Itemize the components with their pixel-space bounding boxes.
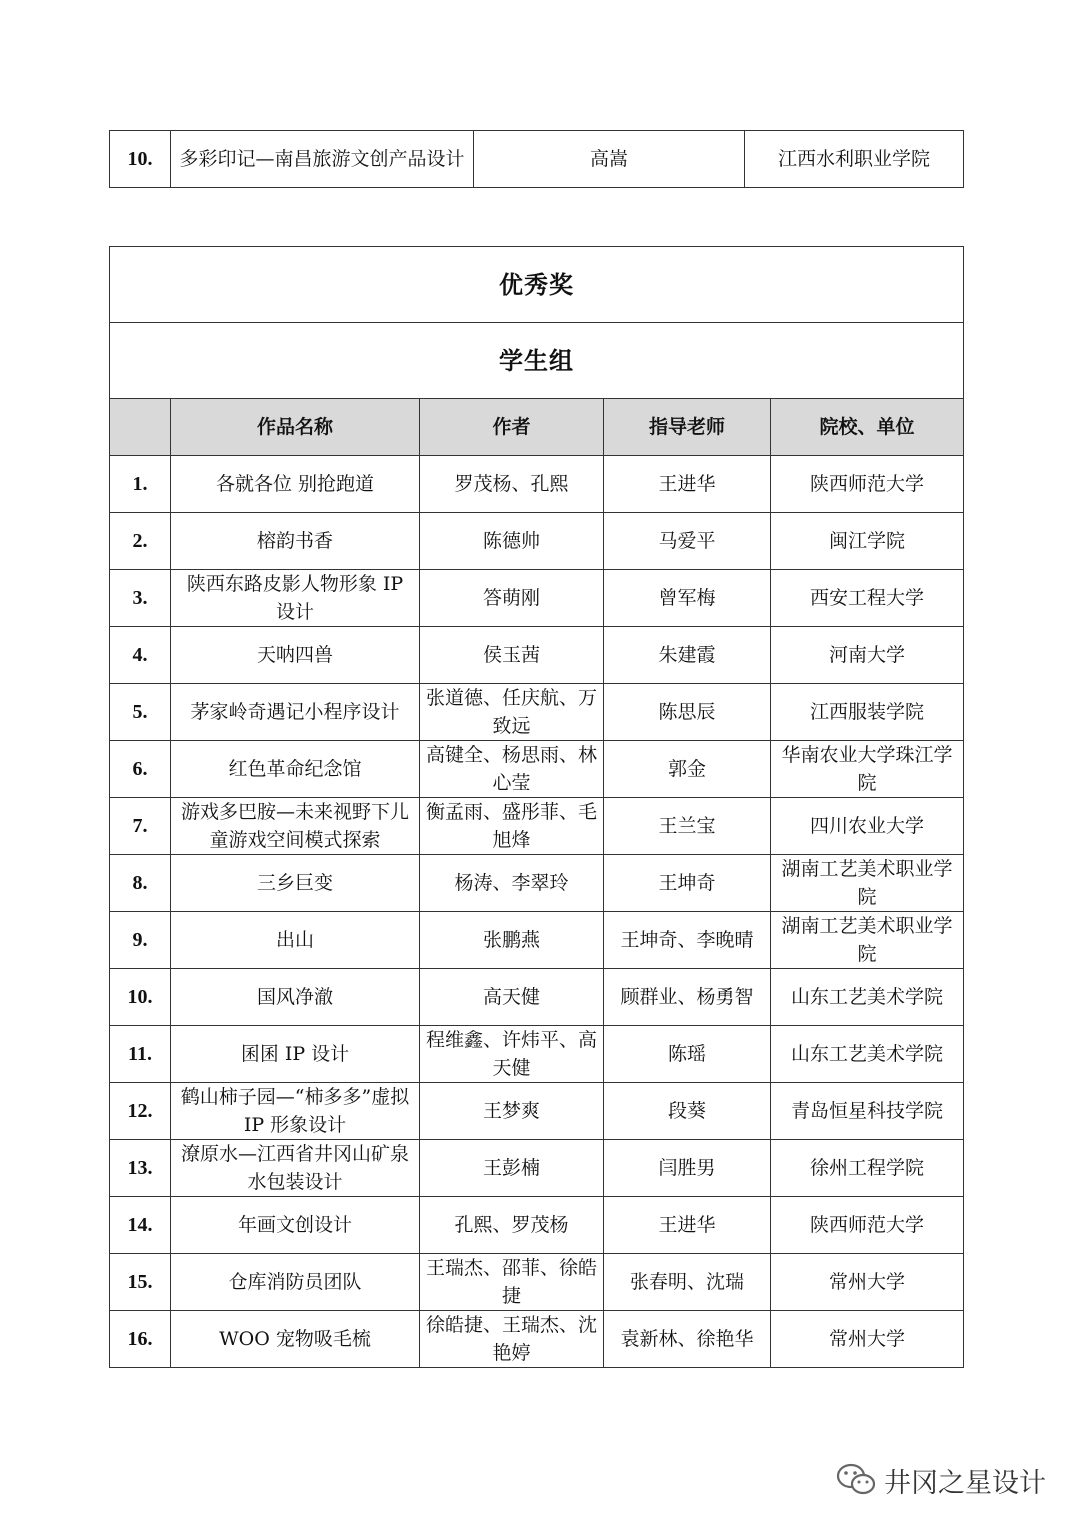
- author: 衡孟雨、盛彤菲、毛旭烽: [420, 798, 604, 855]
- header-title: 作品名称: [171, 399, 420, 456]
- advisor: 王进华: [604, 1197, 771, 1254]
- row-number: 1.: [110, 456, 171, 513]
- header-number: [110, 399, 171, 456]
- advisor: 张春明、沈瑞: [604, 1254, 771, 1311]
- advisor: 朱建霞: [604, 627, 771, 684]
- author: 罗茂杨、孔熙: [420, 456, 604, 513]
- row-number: 5.: [110, 684, 171, 741]
- table-body: [110, 456, 964, 1368]
- row-number: 7.: [110, 798, 171, 855]
- row-number: 10.: [110, 131, 171, 188]
- work-title: 多彩印记—南昌旅游文创产品设计: [171, 131, 474, 188]
- table-row: [110, 1254, 964, 1311]
- author: 徐皓捷、王瑞杰、沈艳婷: [420, 1311, 604, 1368]
- school: 湖南工艺美术职业学院: [771, 912, 964, 969]
- advisor: 王兰宝: [604, 798, 771, 855]
- table-row: [110, 969, 964, 1026]
- school: 常州大学: [771, 1311, 964, 1368]
- school: 江西服装学院: [771, 684, 964, 741]
- row-number: 9.: [110, 912, 171, 969]
- work-title: 榕韵书香: [171, 513, 420, 570]
- author: 程维鑫、许炜平、高天健: [420, 1026, 604, 1083]
- work-title: 出山: [171, 912, 420, 969]
- author: 王瑞杰、邵菲、徐皓捷: [420, 1254, 604, 1311]
- school: 山东工艺美术学院: [771, 969, 964, 1026]
- work-title: 囷囷 IP 设计: [171, 1026, 420, 1083]
- advisor: 曾军梅: [604, 570, 771, 627]
- table-row: [110, 741, 964, 798]
- school: 河南大学: [771, 627, 964, 684]
- school: 闽江学院: [771, 513, 964, 570]
- header-advisor: 指导老师: [604, 399, 771, 456]
- row-number: 3.: [110, 570, 171, 627]
- advisor: 陈瑶: [604, 1026, 771, 1083]
- advisor: 王进华: [604, 456, 771, 513]
- work-title: 红色革命纪念馆: [171, 741, 420, 798]
- advisor: 陈思辰: [604, 684, 771, 741]
- author: 杨涛、李翠玲: [420, 855, 604, 912]
- table-row: [110, 1140, 964, 1197]
- advisor: 闫胜男: [604, 1140, 771, 1197]
- work-title: 各就各位 别抢跑道: [171, 456, 420, 513]
- author: 王彭楠: [420, 1140, 604, 1197]
- table-row: [110, 855, 964, 912]
- school: 江西水利职业学院: [745, 131, 964, 188]
- group-title: 学生组: [110, 323, 964, 399]
- author: 答萌刚: [420, 570, 604, 627]
- row-number: 14.: [110, 1197, 171, 1254]
- row-number: 11.: [110, 1026, 171, 1083]
- header-author: 作者: [420, 399, 604, 456]
- school: 西安工程大学: [771, 570, 964, 627]
- author: 孔熙、罗茂杨: [420, 1197, 604, 1254]
- row-number: 2.: [110, 513, 171, 570]
- table-header: [110, 399, 964, 456]
- author: 高键全、杨思雨、林心莹: [420, 741, 604, 798]
- school: 华南农业大学珠江学院: [771, 741, 964, 798]
- table-row: [110, 456, 964, 513]
- advisor: 郭金: [604, 741, 771, 798]
- header-school: 院校、单位: [771, 399, 964, 456]
- author: 高嵩: [474, 131, 745, 188]
- author: 高天健: [420, 969, 604, 1026]
- work-title: WOO 宠物吸毛梳: [171, 1311, 420, 1368]
- table-row: [110, 513, 964, 570]
- watermark: [836, 1456, 1046, 1504]
- author: 侯玉茜: [420, 627, 604, 684]
- work-title: 游戏多巴胺—未来视野下儿童游戏空间模式探索: [171, 798, 420, 855]
- school: 山东工艺美术学院: [771, 1026, 964, 1083]
- school: 青岛恒星科技学院: [771, 1083, 964, 1140]
- work-title: 鹤山柿子园—“柿多多”虚拟 IP 形象设计: [171, 1083, 420, 1140]
- row-number: 16.: [110, 1311, 171, 1368]
- author: 张鹏燕: [420, 912, 604, 969]
- table-row: [110, 1311, 964, 1368]
- table-row: [110, 1083, 964, 1140]
- row-number: 4.: [110, 627, 171, 684]
- work-title: 三乡巨变: [171, 855, 420, 912]
- row-number: 8.: [110, 855, 171, 912]
- row-number: 13.: [110, 1140, 171, 1197]
- school: 徐州工程学院: [771, 1140, 964, 1197]
- table-row: [110, 570, 964, 627]
- work-title: 陕西东路皮影人物形象 IP 设计: [171, 570, 420, 627]
- school: 陕西师范大学: [771, 456, 964, 513]
- advisor: 马爱平: [604, 513, 771, 570]
- school: 常州大学: [771, 1254, 964, 1311]
- advisor: 袁新林、徐艳华: [604, 1311, 771, 1368]
- author: 陈德帅: [420, 513, 604, 570]
- advisor: 王坤奇、李晚晴: [604, 912, 771, 969]
- work-title: 茅家岭奇遇记小程序设计: [171, 684, 420, 741]
- table-row: [110, 1197, 964, 1254]
- work-title: 天呐四兽: [171, 627, 420, 684]
- watermark-text: 井冈之星设计: [884, 1467, 1046, 1499]
- work-title: 国风净澈: [171, 969, 420, 1026]
- row-number: 10.: [110, 969, 171, 1026]
- school: 陕西师范大学: [771, 1197, 964, 1254]
- wechat-icon: [836, 1462, 876, 1498]
- advisor: 王坤奇: [604, 855, 771, 912]
- award-table: [109, 246, 964, 1368]
- work-title: 潦原水—江西省井冈山矿泉水包装设计: [171, 1140, 420, 1197]
- award-title: 优秀奖: [110, 247, 964, 323]
- work-title: 仓库消防员团队: [171, 1254, 420, 1311]
- top-table: [109, 130, 964, 188]
- table-row: [110, 627, 964, 684]
- table-row: [110, 912, 964, 969]
- school: 四川农业大学: [771, 798, 964, 855]
- table-row: [110, 798, 964, 855]
- row-number: 12.: [110, 1083, 171, 1140]
- school: 湖南工艺美术职业学院: [771, 855, 964, 912]
- work-title: 年画文创设计: [171, 1197, 420, 1254]
- row-number: 6.: [110, 741, 171, 798]
- table-row: [110, 1026, 964, 1083]
- row-number: 15.: [110, 1254, 171, 1311]
- advisor: 顾群业、杨勇智: [604, 969, 771, 1026]
- author: 张道德、任庆航、万致远: [420, 684, 604, 741]
- advisor: 段葵: [604, 1083, 771, 1140]
- table-row: [110, 684, 964, 741]
- author: 王梦爽: [420, 1083, 604, 1140]
- table-row: [110, 131, 964, 188]
